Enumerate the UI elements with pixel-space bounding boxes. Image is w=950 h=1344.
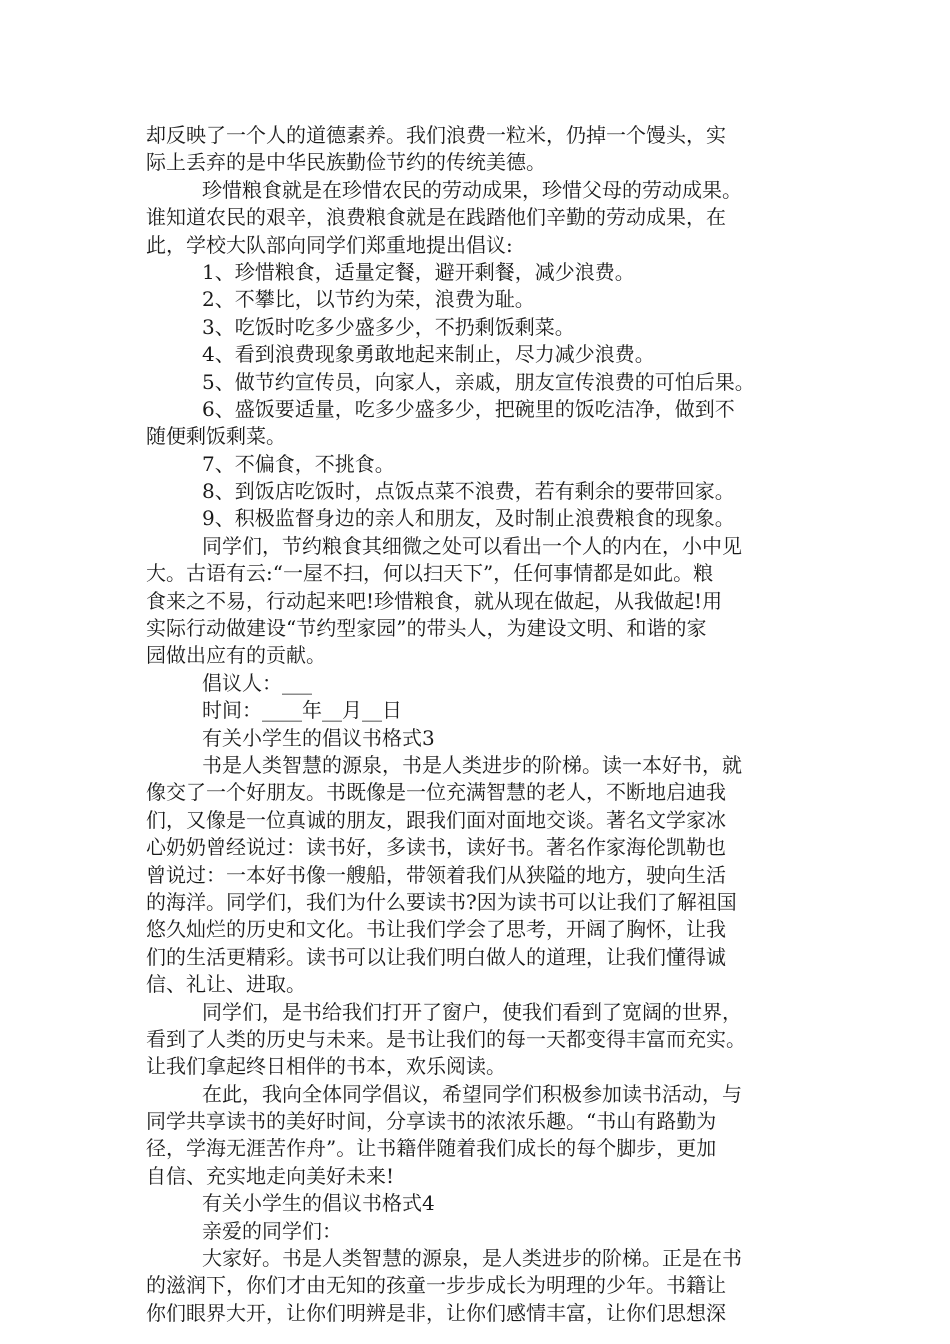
text-line: 们，又像是一位真诚的朋友，跟我们面对面地交谈。著名文学家冰 [146,807,726,832]
text-line: 信、礼让、进取。 [146,972,306,997]
text-line: 你们眼界大开，让你们明辨是非，让你们感情丰富，让你们思想深 [146,1300,726,1325]
text-line: 时间：____年__月__日 [202,698,402,723]
text-line: 在此，我向全体同学倡议，希望同学们积极参加读书活动，与 [202,1081,742,1106]
text-line: 亲爱的同学们： [202,1218,342,1243]
text-line: 同学共享读书的美好时间，分享读书的浓浓乐趣。“书山有路勤为 [146,1109,717,1134]
text-line: 有关小学生的倡议书格式4 [202,1191,435,1216]
text-line: 实际行动做建设“节约型家园”的带头人，为建设文明、和谐的家 [146,616,707,641]
text-line: 珍惜粮食就是在珍惜农民的劳动成果，珍惜父母的劳动成果。 [202,177,742,202]
text-line: 际上丢弃的是中华民族勤俭节约的传统美德。 [146,150,546,175]
text-line: 曾说过：一本好书像一艘船，带领着我们从狭隘的地方，驶向生活 [146,862,726,887]
text-line: 有关小学生的倡议书格式3 [202,725,435,750]
text-line: 却反映了一个人的道德素养。我们浪费一粒米，仍掉一个馒头，实 [146,123,726,147]
text-line: 食来之不易，行动起来吧!珍惜粮食，就从现在做起，从我做起!用 [146,588,723,613]
text-line: 同学们，是书给我们打开了窗户，使我们看到了宽阔的世界， [202,999,742,1024]
text-line: 悠久灿烂的历史和文化。书让我们学会了思考，开阔了胸怀，让我 [146,917,726,942]
text-line: 1、珍惜粮食，适量定餐，避开剩餐，减少浪费。 [202,259,635,284]
text-line: 的海洋。同学们，我们为什么要读书?因为读书可以让我们了解祖国 [146,889,737,914]
text-line: 2、不攀比，以节约为荣，浪费为耻。 [202,287,535,312]
text-line: 4、看到浪费现象勇敢地起来制止，尽力减少浪费。 [202,342,655,367]
text-line: 看到了人类的历史与未来。是书让我们的每一天都变得丰富而充实。 [146,1026,746,1051]
text-line: 5、做节约宣传员，向家人，亲戚，朋友宣传浪费的可怕后果。 [202,369,755,394]
text-line: 的滋润下，你们才由无知的孩童一步步成长为明理的少年。书籍让 [146,1273,726,1298]
text-line: 心奶奶曾经说过：读书好，多读书，读好书。著名作家海伦凯勒也 [146,835,726,860]
text-line: 随便剩饭剩菜。 [146,424,286,449]
text-line: 大。古语有云:“一屋不扫，何以扫天下”，任何事情都是如此。粮 [146,561,714,586]
text-line: 同学们，节约粮食其细微之处可以看出一个人的内在，小中见 [202,533,742,558]
text-line: 8、到饭店吃饭时，点饭点菜不浪费，若有剩余的要带回家。 [202,479,735,504]
text-line: 自信、充实地走向美好未来! [146,1163,395,1188]
text-line: 书是人类智慧的源泉，书是人类进步的阶梯。读一本好书，就 [202,752,742,777]
text-line: 3、吃饭时吃多少盛多少，不扔剩饭剩菜。 [202,314,575,339]
text-line: 园做出应有的贡献。 [146,643,326,668]
text-line: 此，学校大队部向同学们郑重地提出倡议: [146,232,513,257]
text-line: 径，学海无涯苦作舟”。让书籍伴随着我们成长的每个脚步，更加 [146,1136,717,1161]
text-line: 谁知道农民的艰辛，浪费粮食就是在践踏他们辛勤的劳动成果，在 [146,205,726,230]
text-line: 倡议人：___ [202,670,312,695]
text-line: 们的生活更精彩。读书可以让我们明白做人的道理，让我们懂得诚 [146,944,726,969]
text-line: 6、盛饭要适量，吃多少盛多少，把碗里的饭吃洁净，做到不 [202,396,735,421]
document-body [146,122,818,1327]
text-line: 像交了一个好朋友。书既像是一位充满智慧的老人，不断地启迪我 [146,780,726,805]
text-line: 7、不偏食，不挑食。 [202,451,395,476]
text-line: 9、积极监督身边的亲人和朋友，及时制止浪费粮食的现象。 [202,506,735,531]
text-line: 大家好。书是人类智慧的源泉，是人类进步的阶梯。正是在书 [202,1246,742,1271]
text-line: 让我们拿起终日相伴的书本，欢乐阅读。 [146,1054,506,1079]
